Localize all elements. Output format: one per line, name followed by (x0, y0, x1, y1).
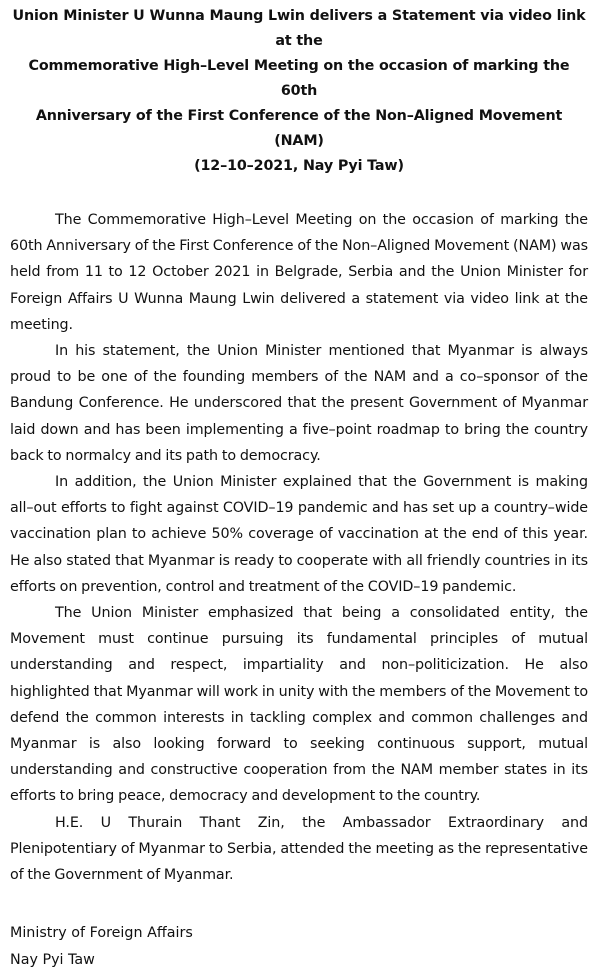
title-line: Union Minister U Wunna Maung Lwin delivers a Statement via video link at the (12, 8, 586, 49)
paragraph: The Union Minister emphasized that being a consolidated entity, the Movement must continue pursuing its fundamental principles of mutual understanding and respect, impartiality and non–politicization. He also highlighted that Myanmar will work in unity with the members of the Movement to defend the common interests in tackling complex and common challenges and Myanmar is also looking forward to seeking continuous support, mutual understanding and constructive cooperation from the NAM member states in its efforts to bring peace, democracy and development to the country. (10, 605, 588, 805)
paragraph: The Commemorative High–Level Meeting on the occasion of marking the 60th Anniversary of the First Conference of the Non–Aligned Movement (NAM) was held from 11 to 12 October 2021 in Belgrade, Serbia and the Union Minister for Foreign Affairs U Wunna Maung Lwin delivered a statement via video link at the meeting. (10, 212, 588, 333)
title-line: Commemorative High–Level Meeting on the occasion of marking the 60th (28, 58, 570, 99)
title-line: Anniversary of the First Conference of the Non–Aligned Movement (NAM) (35, 108, 563, 149)
press-release (10, 4, 588, 973)
title-date-line: (12–10–2021, Nay Pyi Taw) (194, 158, 404, 174)
document-title (10, 4, 588, 179)
paragraph: H.E. U Thurain Thant Zin, the Ambassador Extraordinary and Plenipotentiary of Myanmar to Serbia, attended the meeting as the representative of the Government of Myanmar. (10, 814, 588, 884)
document-body (10, 207, 588, 888)
signature-ministry: Ministry of Foreign Affairs (10, 925, 193, 942)
paragraph: In addition, the Union Minister explained that the Government is making all–out efforts to fight against COVID–19 pandemic and has set up a country–wide vaccination plan to achieve 50% coverage of vaccination at the end of this year. He also stated that Myanmar is ready to cooperate with all friendly countries in its efforts on prevention, control and treatment of the COVID–19 pandemic. (10, 474, 588, 595)
paragraph: In his statement, the Union Minister mentioned that Myanmar is always proud to be one of the founding members of the NAM and a co–sponsor of the Bandung Conference. He underscored that the present Government of Myanmar laid down and has been implementing a five–point roadmap to bring the country back to normalcy and its path to democracy. (10, 343, 588, 464)
signature-city: Nay Pyi Taw (10, 951, 95, 968)
signature-block (10, 920, 588, 973)
